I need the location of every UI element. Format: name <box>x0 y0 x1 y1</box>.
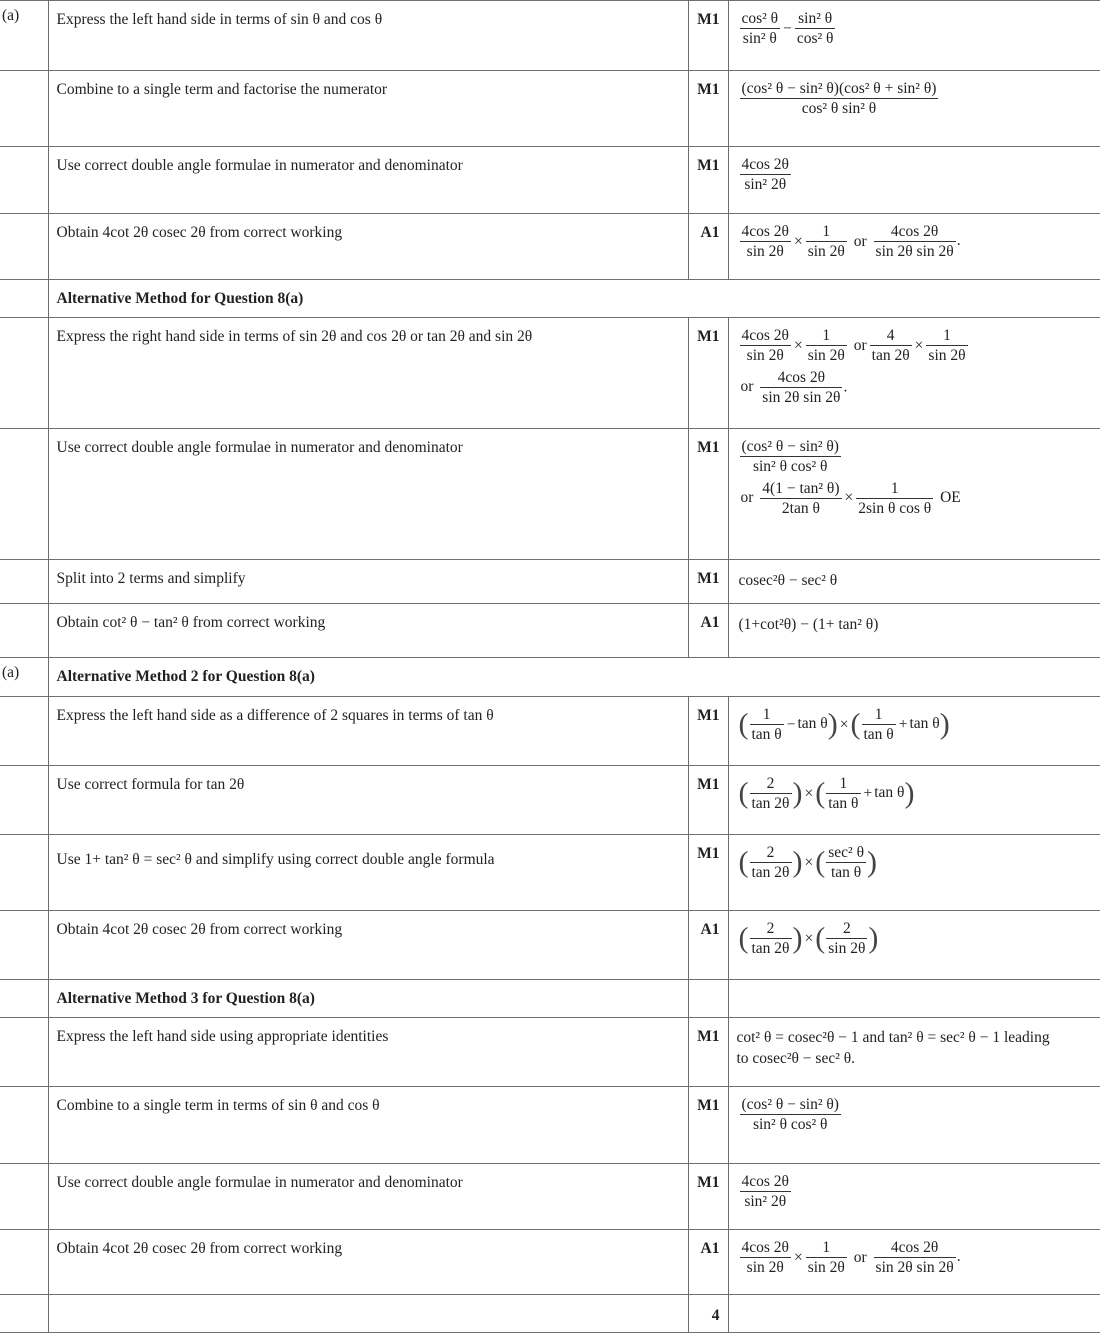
alt-method-heading: Alternative Method 2 for Question 8(a) <box>48 658 1100 697</box>
step-description: Express the left hand side in terms of sin θ and cos θ <box>48 1 688 71</box>
mark: M1 <box>688 1018 728 1087</box>
alt-method-heading-row <box>0 658 1100 697</box>
table-row <box>0 71 1100 147</box>
answer: $\frac{\text{(cos² θ − sin² θ)}}{\text{sin² θ cos² θ}}$ <box>728 1087 1100 1164</box>
part-label: (a) <box>0 1 48 71</box>
answer: cot² θ = cosec²θ − 1 and tan² θ = sec² θ − 1 leading to cosec²θ − sec² θ. <box>728 1018 1100 1087</box>
alt-method-heading: Alternative Method 3 for Question 8(a) <box>48 980 688 1018</box>
mark: M1 <box>688 697 728 766</box>
table-row <box>0 1230 1100 1295</box>
table-row <box>0 697 1100 766</box>
mark: M1 <box>688 835 728 911</box>
answer: ( $\frac{2}{\tan 2\theta}$ ) ×( sec² θ tan θ ) <box>728 835 1100 911</box>
table-row <box>0 911 1100 980</box>
total-row <box>0 1295 1100 1333</box>
step-description: Use correct double angle formulae in numerator and denominator <box>48 1164 688 1230</box>
step-description: Combine to a single term in terms of sin θ and cos θ <box>48 1087 688 1164</box>
mark: M1 <box>688 766 728 835</box>
mark: A1 <box>688 604 728 658</box>
step-description: Obtain 4cot 2θ cosec 2θ from correct working <box>48 214 688 280</box>
answer: $\frac{4\cos 2\theta}{\sin 2\theta}$ × $\frac{1}{\sin 2\theta}$ or $\frac{4\cos 2\theta}{\text{sin 2θ sin 2θ}}$ . <box>728 214 1100 280</box>
table-row <box>0 835 1100 911</box>
table-row <box>0 318 1100 429</box>
step-description: Use 1+ tan² θ = sec² θ and simplify using correct double angle formula <box>48 835 688 911</box>
table-row <box>0 604 1100 658</box>
answer: $\frac{4\cos 2\theta}{\text{sin² 2θ}}$ <box>728 147 1100 214</box>
table-row <box>0 1087 1100 1164</box>
alt-method-heading-row <box>0 280 1100 318</box>
answer: $\frac{\text{(cos² θ − sin² θ)(cos² θ + sin² θ)}}{\text{cos² θ sin² θ}}$ <box>728 71 1100 147</box>
step-description: Combine to a single term and factorise the numerator <box>48 71 688 147</box>
step-description: Obtain cot² θ − tan² θ from correct working <box>48 604 688 658</box>
mark: M1 <box>688 318 728 429</box>
answer: $\frac{4\cos 2\theta}{\text{sin² 2θ}}$ <box>728 1164 1100 1230</box>
step-description: Obtain 4cot 2θ cosec 2θ from correct working <box>48 911 688 980</box>
answer: ( $\frac{2}{\tan 2\theta}$ ) ×( $\frac{1}{\text{tan θ}}$ + tan θ) <box>728 766 1100 835</box>
answer: ( $\frac{1}{\text{tan θ}}$ − tan θ) ×( $\frac{1}{\text{tan θ}}$ + tan θ) <box>728 697 1100 766</box>
step-description: Express the right hand side in terms of sin 2θ and cos 2θ or tan 2θ and sin 2θ <box>48 318 688 429</box>
step-description: Obtain 4cot 2θ cosec 2θ from correct working <box>48 1230 688 1295</box>
table-row <box>0 1164 1100 1230</box>
step-description: Split into 2 terms and simplify <box>48 560 688 604</box>
step-description: Express the left hand side using appropriate identities <box>48 1018 688 1087</box>
answer: ( $\frac{2}{\tan 2\theta}$ ) ×( $\frac{2}{\sin 2\theta}$ ) <box>728 911 1100 980</box>
answer: $\frac{\text{cos² θ}}{\text{sin² θ}}$ − $\frac{\text{sin² θ}}{\text{cos² θ}}$ <box>728 1 1100 71</box>
table-row <box>0 147 1100 214</box>
total-mark: 4 <box>688 1295 728 1333</box>
mark: A1 <box>688 911 728 980</box>
alt-method-heading: Alternative Method for Question 8(a) <box>48 280 1100 318</box>
alt-method-heading-row <box>0 980 1100 1018</box>
step-description: Use correct formula for tan 2θ <box>48 766 688 835</box>
mark: M1 <box>688 1164 728 1230</box>
table-row <box>0 1018 1100 1087</box>
mark: M1 <box>688 560 728 604</box>
part-label: (a) <box>0 658 48 697</box>
table-row <box>0 429 1100 560</box>
mark: A1 <box>688 214 728 280</box>
table-row <box>0 766 1100 835</box>
step-description: Use correct double angle formulae in numerator and denominator <box>48 429 688 560</box>
mark: M1 <box>688 71 728 147</box>
mark: A1 <box>688 1230 728 1295</box>
mark: M1 <box>688 429 728 560</box>
answer: cosec²θ − sec² θ <box>728 560 1100 604</box>
answer: $\frac{4\cos 2\theta}{\sin 2\theta}$ × $\frac{1}{\sin 2\theta}$ or $\frac{4\cos 2\theta}{\text{sin 2θ sin 2θ}}$ . <box>728 1230 1100 1295</box>
answer: (1+cot²θ) − (1+ tan² θ) <box>728 604 1100 658</box>
table-row <box>0 214 1100 280</box>
table-row <box>0 560 1100 604</box>
mark: M1 <box>688 1087 728 1164</box>
answer: $\frac{\text{(cos² θ − sin² θ)}}{\text{sin² θ cos² θ}}$ or $\frac{\text{4(1 − tan² θ)}}{\text{2tan θ}}$ × $\frac{1}{\text{2sin θ cos θ}}$ OE <box>728 429 1100 560</box>
table-row <box>0 1 1100 71</box>
mark: M1 <box>688 1 728 71</box>
answer: $\frac{4\cos 2\theta}{\sin 2\theta}$ × $\frac{1}{\sin 2\theta}$ or $\frac{4}{\tan 2\theta}$ × $\frac{1}{\sin 2\theta}$ or $\frac{4\cos 2\theta}{\text{sin 2θ sin 2θ}}$ . <box>728 318 1100 429</box>
mark: M1 <box>688 147 728 214</box>
step-description: Express the left hand side as a difference of 2 squares in terms of tan θ <box>48 697 688 766</box>
step-description: Use correct double angle formulae in numerator and denominator <box>48 147 688 214</box>
